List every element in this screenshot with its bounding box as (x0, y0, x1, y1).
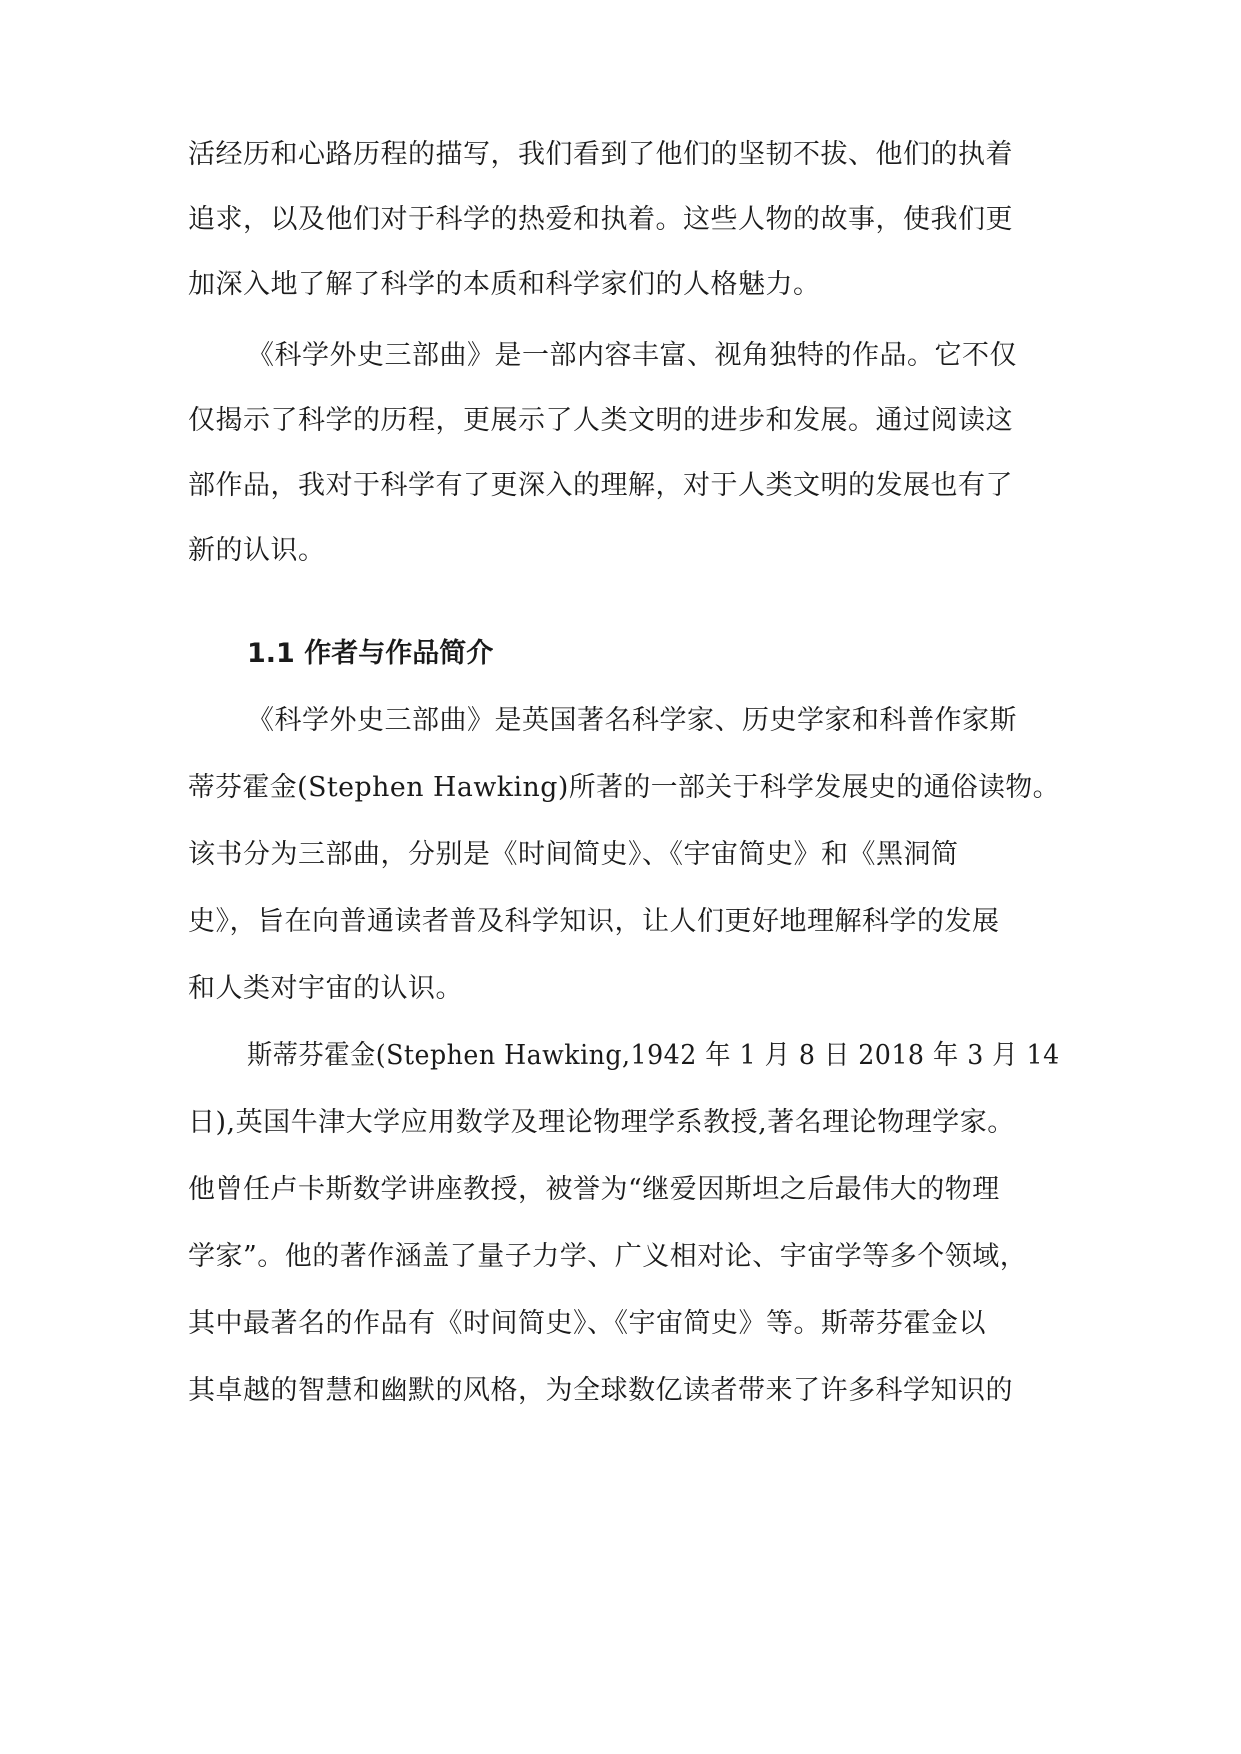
text-line: 其卓越的智慧和幽默的风格，为全球数亿读者带来了许多科学知识的 (188, 1375, 1013, 1406)
text-line: 和人类对宇宙的认识。 (188, 973, 463, 1004)
text-line: 《科学外史三部曲》是一部内容丰富、视角独特的作品。它不仅 (247, 340, 1017, 371)
text-line: 其中最著名的作品有《时间简史》、《宇宙简史》等。斯蒂芬霍金以 (188, 1308, 986, 1339)
text-line: 部作品，我对于科学有了更深入的理解，对于人类文明的发展也有了 (188, 470, 1013, 501)
text-line: 日),英国牛津大学应用数学及理论物理学系教授,著名理论物理学家。 (188, 1107, 1015, 1138)
text-line: 追求，以及他们对于科学的热爱和执着。这些人物的故事，使我们更 (188, 204, 1013, 235)
text-line: 加深入地了解了科学的本质和科学家们的人格魅力。 (188, 269, 821, 300)
text-line: 该书分为三部曲，分别是《时间简史》、《宇宙简史》和《黑洞简 (188, 839, 959, 870)
text-line: 他曾任卢卡斯数学讲座教授，被誉为“继爱因斯坦之后最伟大的物理 (188, 1174, 1000, 1205)
text-line: 学家”。他的著作涵盖了量子力学、广义相对论、宇宙学等多个领域， (188, 1241, 1028, 1272)
text-line: 新的认识。 (188, 535, 326, 566)
text-line: 仅揭示了科学的历程，更展示了人类文明的进步和发展。通过阅读这 (188, 405, 1013, 436)
text-line: 史》，旨在向普通读者普及科学知识，让人们更好地理解科学的发展 (188, 906, 1000, 937)
text-line: 《科学外史三部曲》是英国著名科学家、历史学家和科普作家斯 (247, 705, 1017, 736)
text-line: 蒂芬霍金(Stephen Hawking)所著的一部关于科学发展史的通俗读物。 (188, 772, 1060, 803)
text-line: 斯蒂芬霍金(Stephen Hawking,1942 年 1 月 8 日 2018 年 3 月 14 (247, 1040, 1060, 1071)
section-heading: 1.1 作者与作品简介 (247, 638, 494, 669)
text-line: 活经历和心路历程的描写，我们看到了他们的坚韧不拔、他们的执着 (188, 139, 1013, 170)
